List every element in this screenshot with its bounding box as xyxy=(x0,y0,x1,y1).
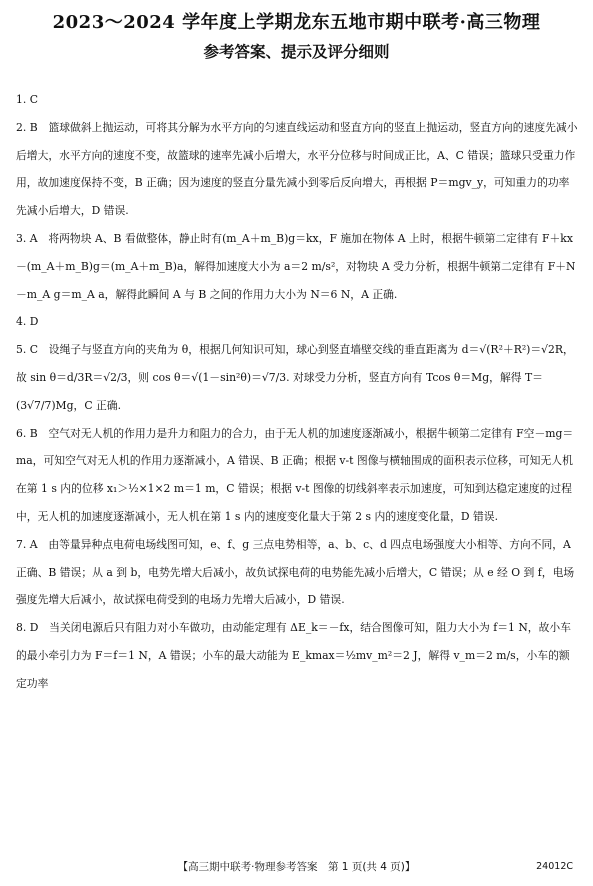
answer-2: 2. B 篮球做斜上抛运动，可将其分解为水平方向的匀速直线运动和竖直方向的竖直上抛运动，竖直方向的速度先减小后增大，水平方向的速度不变，故篮球的速率先减小后增大，水平分位移与时间成正比，A、C 错误；篮球只受重力作用，故加速度保持不变，B 正确；因为速度的竖直分量先减小到零后反向增大，再根据 P＝mgv_y，可知重力的功率先减小后增大，D 错误. xyxy=(16,120,578,218)
answer-5: 5. C 设绳子与竖直方向的夹角为 θ，根据几何知识可知，球心到竖直墙壁交线的垂直距离为 d＝√(R²＋R²)＝√2R，故 sin θ＝d/3R＝√2/3，则 cos θ＝√(1－sin²θ)＝√7/3. 对球受力分析，竖直方向有 Tcos θ＝Mg，解得 T＝(3√7/7)Mg，C 正确. xyxy=(16,343,574,412)
answer-8: 8. D 当关闭电源后只有阻力对小车做功，由动能定理有 ΔE_k＝－fx，结合图像可知，阻力大小为 f＝1 N，故小车的最小牵引力为 F＝f＝1 N，A 错误；小车的最大动能为 E_kmax＝½mv_m²＝2 J，解得 v_m＝2 m/s，小车的额定功率 xyxy=(16,621,571,690)
answer-4: 4. D xyxy=(16,315,39,329)
footer-code: 24012C xyxy=(536,861,573,872)
page-footer xyxy=(0,858,593,876)
answer-list xyxy=(16,86,578,698)
page-subtitle: 参考答案、提示及评分细则 xyxy=(203,43,390,61)
answer-3: 3. A 将两物块 A、B 看做整体，静止时有(m_A＋m_B)g＝kx，F 施加在物体 A 上时，根据牛顿第二定律有 F＋kx－(m_A＋m_B)g＝(m_A＋m_B)a，解得加速度大小为 a＝2 m/s²，对物块 A 受力分析，根据牛顿第二定律有 F＋N－m_A g＝m_A a，解得此瞬间 A 与 B 之间的作用力大小为 N＝6 N，A 正确. xyxy=(16,231,576,301)
answer-7: 7. A 由等量异种点电荷电场线图可知，e、f、g 三点电势相等，a、b、c、d 四点电场强度大小相等、方向不同，A 正确、B 错误；从 a 到 b，电势先增大后减小，故负试探电荷的电势能先减小后增大，C 错误；从 e 经 O 到 f，电场强度先增大后减小，故试探电荷受到的电场力先增大后减小，D 错误. xyxy=(16,537,575,607)
answer-6: 6. B 空气对无人机的作用力是升力和阻力的合力，由于无人机的加速度逐渐减小，根据牛顿第二定律有 F空－mg＝ma，可知空气对无人机的作用力逐渐减小，A 错误、B 正确；根据 v-t 图像与横轴围成的面积表示位移，可知无人机在第 1 s 内的位移 x₁＞½×1×2 m＝1 m，C 错误；根据 v-t 图像的切线斜率表示加速度，可知到达稳定速度的过程中，无人机的加速度逐渐减小，无人机在第 1 s 内的速度变化量大于第 2 s 内的速度变化量，D 错误. xyxy=(16,426,574,523)
page-title: 2023～2024 学年度上学期龙东五地市期中联考·高三物理 xyxy=(52,12,541,33)
footer-page-info: 【高三期中联考·物理参考答案 第 1 页(共 4 页)】 xyxy=(177,861,416,873)
answer-1: 1. C xyxy=(16,93,38,106)
